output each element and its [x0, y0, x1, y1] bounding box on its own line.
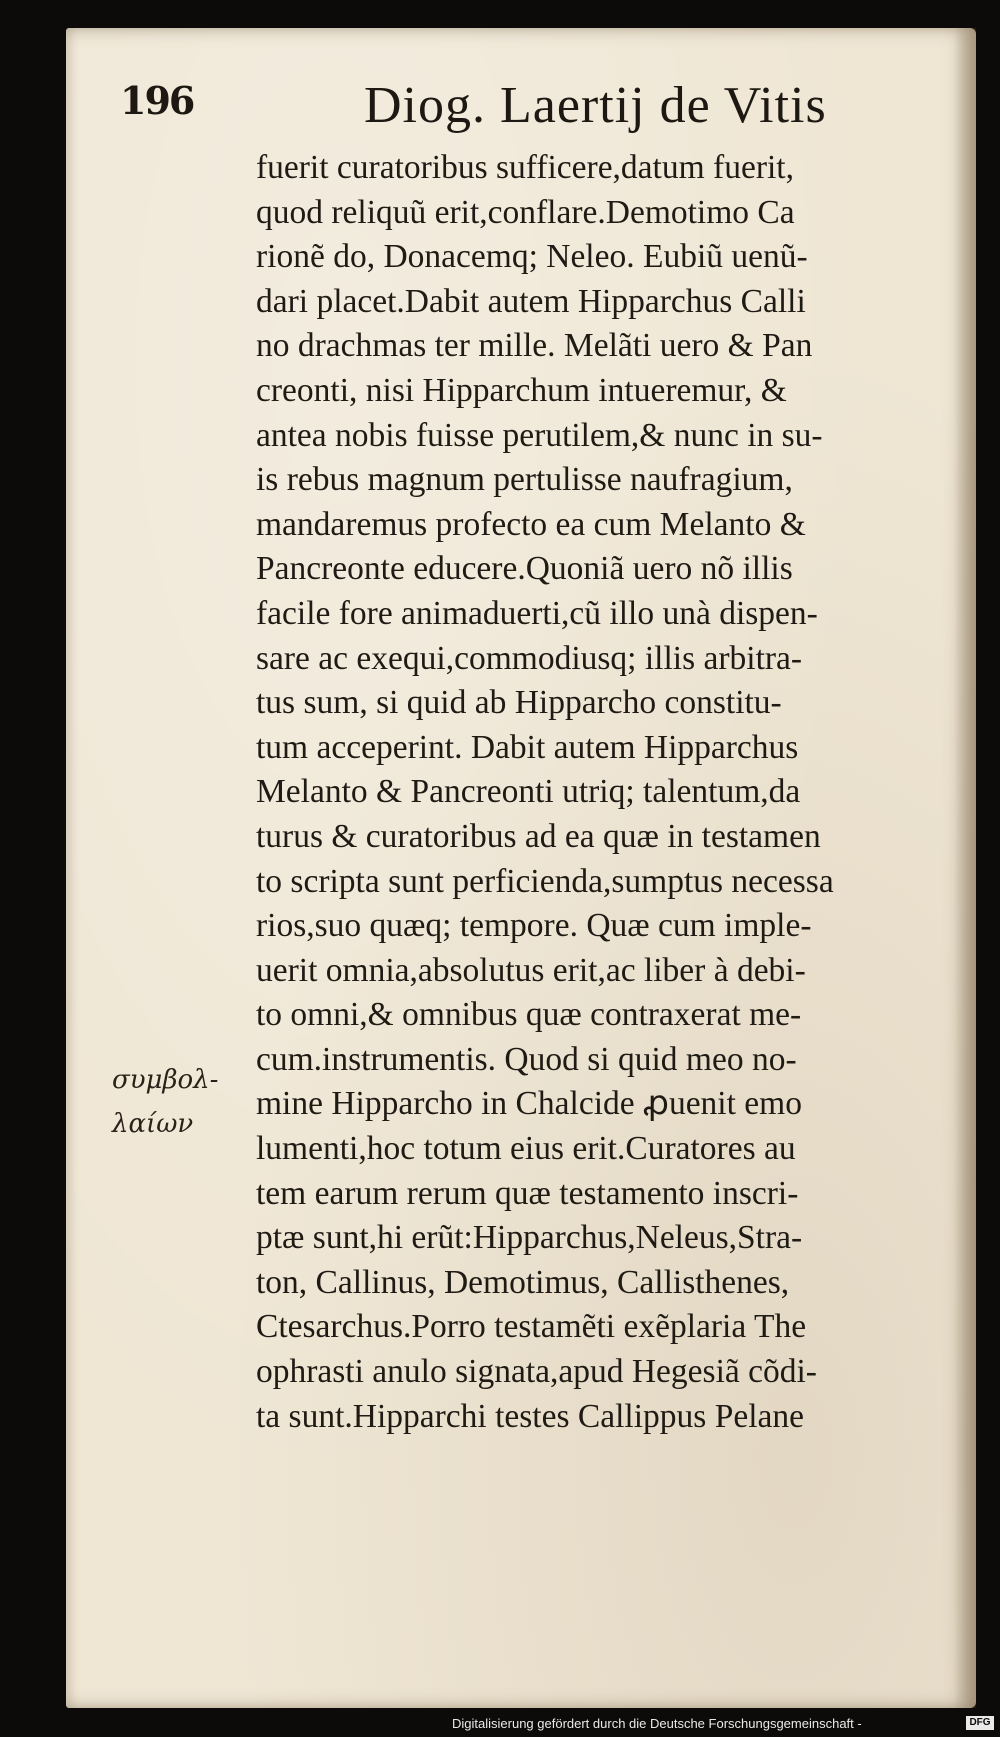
text-line: ton, Callinus, Demotimus, Callisthenes, [256, 1263, 790, 1301]
page-edge-shadow [954, 28, 976, 1708]
running-head: Diog. Laertij de Vitis [364, 77, 827, 134]
text-line: sare ac exequi,commodiusq; illis arbitra- [256, 639, 803, 677]
text-line: cum.instrumentis. Quod si quid meo no- [256, 1040, 797, 1078]
text-line: turus & curatoribus ad ea quæ in testamen [256, 817, 821, 855]
text-line: ophrasti anulo signata,apud Hegesiã cõdi- [256, 1353, 817, 1391]
text-line: tus sum, si quid ab Hipparcho constitu- [256, 684, 782, 722]
text-line: to omni,& omnibus quæ contraxerat me- [256, 996, 802, 1034]
text-line: facile fore animaduerti,cũ illo unà dispen- [256, 594, 818, 632]
text-line: ta sunt.Hipparchi testes Callippus Pelane [256, 1397, 804, 1435]
text-line: no drachmas ter mille. Melãti uero & Pan [256, 327, 813, 365]
text-line: Pancreonte educere.Quoniã uero nõ illis [256, 550, 793, 588]
text-line: uerit omnia,absolutus erit,ac liber à debi- [256, 951, 806, 989]
text-line: quod reliquũ erit,conflare.Demotimo Ca [256, 193, 795, 231]
text-line: lumenti,hoc totum eius erit.Curatores au [256, 1130, 796, 1168]
text-line: antea nobis fuisse perutilem,& nunc in su- [256, 416, 823, 454]
text-line: to scripta sunt perficienda,sumptus necessa [256, 862, 834, 900]
text-line: rionẽ do, Donacemq; Neleo. Eubiũ uenũ- [256, 238, 808, 276]
text-line: Ctesarchus.Porro testamẽti exẽplaria The [256, 1308, 807, 1346]
text-line: fuerit curatoribus sufficere,datum fuerit, [256, 149, 794, 186]
text-line: tem earum rerum quæ testamento inscri- [256, 1174, 799, 1212]
text-line: is rebus magnum pertulisse naufragium, [256, 461, 793, 499]
page-number: 196 [120, 78, 194, 123]
body-text [256, 146, 956, 1439]
dfg-logo: DFG [966, 1716, 994, 1730]
text-line: Melanto & Pancreonti utriq; talentum,da [256, 773, 801, 811]
text-line: creonti, nisi Hipparchum intueremur, & [256, 371, 787, 409]
text-line: ptæ sunt,hi erũt:Hipparchus,Neleus,Stra- [256, 1219, 803, 1257]
digitization-credit: Digitalisierung gefördert durch die Deutsche Forschungsgemeinschaft - [452, 1716, 862, 1731]
text-line: tum acceperint. Dabit autem Hipparchus [256, 728, 799, 766]
text-line: mine Hipparcho in Chalcide ꝓuenit emo [256, 1085, 802, 1123]
marginal-note-line: λαίων [112, 1109, 194, 1139]
marginal-note [112, 1058, 218, 1146]
text-line: rios,suo quæq; tempore. Quæ cum imple- [256, 907, 812, 945]
text-line: dari placet.Dabit autem Hipparchus Calli [256, 282, 806, 320]
marginal-note-line: συμβολ- [112, 1065, 219, 1095]
text-line: mandaremus profecto ea cum Melanto & [256, 505, 806, 543]
